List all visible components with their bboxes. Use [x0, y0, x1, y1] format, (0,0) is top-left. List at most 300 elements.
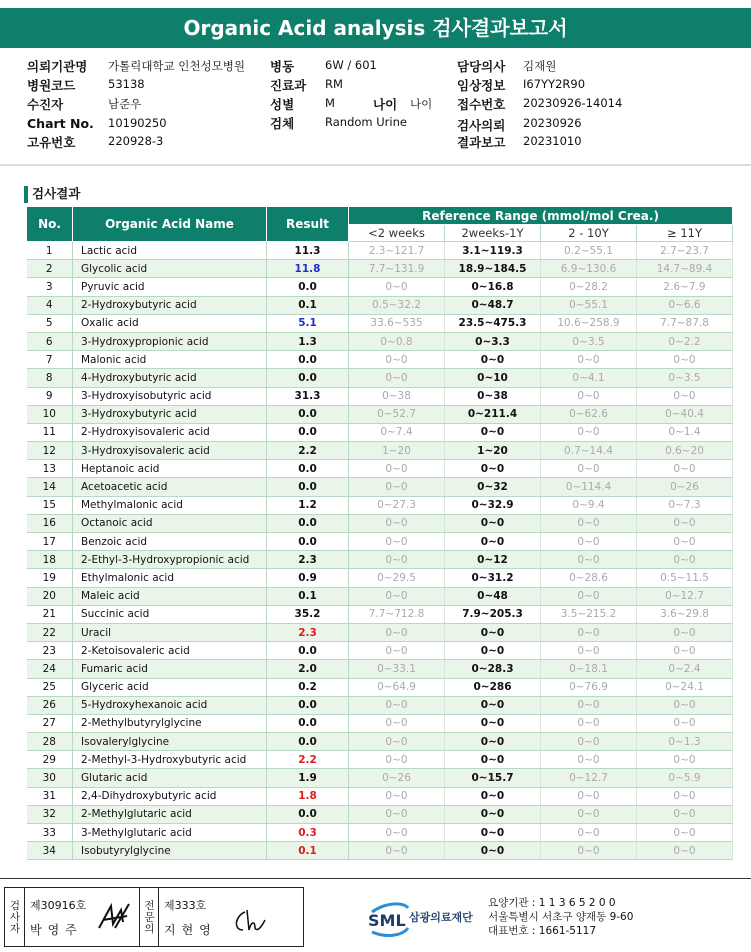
org-address: 서울특별시 서초구 양재동 9-60	[488, 911, 634, 923]
table-row	[27, 514, 733, 532]
reference-range: 0~12	[445, 551, 541, 569]
reference-range: 0~0	[349, 587, 445, 605]
reference-range: 0~0	[445, 460, 541, 478]
reference-range: 0~48	[445, 587, 541, 605]
reference-range: 0~28.2	[541, 278, 637, 296]
acid-name: 3-Hydroxypropionic acid	[73, 332, 267, 350]
reference-range: 0~0	[541, 514, 637, 532]
row-number: 8	[27, 369, 73, 387]
result-value: 0.1	[267, 587, 349, 605]
acid-name: Isovalerylglycine	[73, 733, 267, 751]
reference-range: 0~1.4	[637, 423, 733, 441]
acid-name: Lactic acid	[73, 242, 267, 260]
row-number: 20	[27, 587, 73, 605]
org-phone: 대표번호 : 1661-5117	[488, 925, 597, 937]
examiner-signature-icon	[93, 898, 133, 936]
reference-range: 0~0	[541, 387, 637, 405]
reference-range: 0~2.4	[637, 660, 733, 678]
reference-range: 0~0	[349, 278, 445, 296]
table-row	[27, 442, 733, 460]
result-value: 31.3	[267, 387, 349, 405]
acid-name: Methylmalonic acid	[73, 496, 267, 514]
table-row	[27, 787, 733, 805]
result-value: 0.0	[267, 533, 349, 551]
row-number: 6	[27, 332, 73, 350]
request-date-label: 검사의뢰	[457, 118, 506, 133]
reference-range: 14.7~89.4	[637, 260, 733, 278]
reference-range: 0~3.5	[541, 332, 637, 350]
header-no: No.	[27, 207, 73, 242]
header-divider	[0, 164, 751, 166]
clinical-info-label: 임상정보	[457, 78, 506, 93]
table-row	[27, 842, 733, 860]
reviewer-license-no: 제333호	[164, 899, 207, 912]
result-value: 1.8	[267, 787, 349, 805]
reference-range: 0~64.9	[349, 678, 445, 696]
acid-name: Heptanoic acid	[73, 460, 267, 478]
examiner-license-no: 제30916호	[30, 899, 87, 912]
table-row	[27, 824, 733, 842]
result-value: 0.3	[267, 824, 349, 842]
acid-name: Oxalic acid	[73, 314, 267, 332]
department-value: RM	[325, 77, 343, 91]
row-number: 14	[27, 478, 73, 496]
reference-range: 0~29.5	[349, 569, 445, 587]
result-value: 5.1	[267, 314, 349, 332]
reference-range: 0~5.9	[637, 769, 733, 787]
result-value: 1.9	[267, 769, 349, 787]
reference-range: 0~12.7	[637, 587, 733, 605]
reference-range: 7.7~712.8	[349, 605, 445, 623]
table-row	[27, 460, 733, 478]
unique-no-value: 220928-3	[108, 134, 164, 148]
header-ref-col: 2 - 10Y	[541, 225, 637, 242]
result-value: 11.3	[267, 242, 349, 260]
reference-range: 0~0	[541, 733, 637, 751]
reference-range: 0~18.1	[541, 660, 637, 678]
acid-name: 5-Hydroxyhexanoic acid	[73, 696, 267, 714]
reference-range: 0~0	[349, 696, 445, 714]
examiner-cell	[25, 888, 139, 946]
reference-range: 0~0	[541, 714, 637, 732]
result-value: 0.0	[267, 405, 349, 423]
table-row	[27, 751, 733, 769]
reference-range: 0~27.3	[349, 496, 445, 514]
reference-range: 0~0	[637, 533, 733, 551]
request-date-value: 20230926	[523, 116, 582, 130]
reference-range: 0~38	[349, 387, 445, 405]
reference-range: 0~0	[445, 842, 541, 860]
result-value: 0.0	[267, 351, 349, 369]
signature-box	[4, 887, 304, 947]
row-number: 22	[27, 623, 73, 641]
sex-value: M	[325, 96, 335, 110]
table-row	[27, 605, 733, 623]
row-number: 1	[27, 242, 73, 260]
result-value: 0.0	[267, 714, 349, 732]
reference-range: 6.9~130.6	[541, 260, 637, 278]
table-row	[27, 714, 733, 732]
unique-no-label: 고유번호	[27, 135, 76, 150]
doctor-label: 담당의사	[457, 59, 506, 74]
row-number: 10	[27, 405, 73, 423]
table-row	[27, 623, 733, 641]
result-value: 2.0	[267, 660, 349, 678]
reference-range: 0~28.6	[541, 569, 637, 587]
header-name: Organic Acid Name	[73, 207, 267, 242]
acid-name: 2-Methylglutaric acid	[73, 805, 267, 823]
row-number: 13	[27, 460, 73, 478]
logo-text: SML	[368, 911, 406, 930]
reference-range: 0~38	[445, 387, 541, 405]
reference-range: 0~0	[541, 824, 637, 842]
reference-range: 0~26	[349, 769, 445, 787]
reference-range: 0~6.6	[637, 296, 733, 314]
reference-range: 0~0	[349, 533, 445, 551]
acid-name: Fumaric acid	[73, 660, 267, 678]
reference-range: 0~16.8	[445, 278, 541, 296]
reference-range: 7.7~131.9	[349, 260, 445, 278]
acid-name: 2-Ethyl-3-Hydroxypropionic acid	[73, 551, 267, 569]
reference-range: 0~10	[445, 369, 541, 387]
reference-range: 0~0	[349, 369, 445, 387]
section-title	[24, 184, 80, 204]
reference-range: 0~12.7	[541, 769, 637, 787]
acid-name: 2-Methylbutyrylglycine	[73, 714, 267, 732]
result-value: 2.2	[267, 751, 349, 769]
row-number: 17	[27, 533, 73, 551]
reference-range: 0.5~11.5	[637, 569, 733, 587]
reviewer-cell	[159, 888, 303, 946]
result-value: 2.2	[267, 442, 349, 460]
reference-range: 7.9~205.3	[445, 605, 541, 623]
reference-range: 0~0	[541, 551, 637, 569]
reference-range: 0~4.1	[541, 369, 637, 387]
reference-range: 33.6~535	[349, 314, 445, 332]
row-number: 12	[27, 442, 73, 460]
table-row	[27, 642, 733, 660]
reference-range: 0~0	[349, 460, 445, 478]
row-number: 2	[27, 260, 73, 278]
acid-name: Octanoic acid	[73, 514, 267, 532]
reference-range: 0~0	[541, 642, 637, 660]
reference-range: 23.5~475.3	[445, 314, 541, 332]
reference-range: 0~28.3	[445, 660, 541, 678]
result-value: 0.1	[267, 296, 349, 314]
reference-range: 0~32.9	[445, 496, 541, 514]
reference-range: 0~7.3	[637, 496, 733, 514]
reference-range: 0~0	[445, 733, 541, 751]
reference-range: 0~0	[541, 423, 637, 441]
header-ref-col: 2weeks-1Y	[445, 225, 541, 242]
reference-range: 0~0	[541, 805, 637, 823]
result-value: 0.0	[267, 460, 349, 478]
table-row	[27, 696, 733, 714]
table-row	[27, 678, 733, 696]
report-date-label: 결과보고	[457, 135, 506, 150]
examiner-name: 박영주	[30, 923, 83, 937]
reference-range: 0~0	[541, 533, 637, 551]
reference-range: 0~0	[637, 714, 733, 732]
table-row	[27, 332, 733, 350]
reference-range: 0~0	[541, 842, 637, 860]
acid-name: Isobutyrylglycine	[73, 842, 267, 860]
reference-range: 0~24.1	[637, 678, 733, 696]
organization-info	[488, 896, 633, 938]
table-row	[27, 587, 733, 605]
row-number: 16	[27, 514, 73, 532]
reference-range: 0~0	[445, 824, 541, 842]
row-number: 21	[27, 605, 73, 623]
acid-name: 3-Hydroxyisobutyric acid	[73, 387, 267, 405]
result-value: 0.9	[267, 569, 349, 587]
reference-range: 18.9~184.5	[445, 260, 541, 278]
org-code: 요양기관 : 1 1 3 6 5 2 0 0	[488, 897, 616, 909]
examinee-value: 남준우	[108, 97, 142, 111]
reference-range: 0~0	[637, 514, 733, 532]
result-value: 0.0	[267, 805, 349, 823]
table-row	[27, 405, 733, 423]
result-value: 2.3	[267, 623, 349, 641]
result-value: 11.8	[267, 260, 349, 278]
table-row	[27, 314, 733, 332]
reference-range: 0~3.5	[637, 369, 733, 387]
row-number: 33	[27, 824, 73, 842]
reference-range: 0~33.1	[349, 660, 445, 678]
row-number: 5	[27, 314, 73, 332]
header-result: Result	[267, 207, 349, 242]
reference-range: 0~0	[637, 751, 733, 769]
reference-range: 0~0	[637, 787, 733, 805]
row-number: 4	[27, 296, 73, 314]
specimen-value: Random Urine	[325, 115, 407, 129]
acid-name: Maleic acid	[73, 587, 267, 605]
acid-name: Ethylmalonic acid	[73, 569, 267, 587]
institution-label: 의뢰기관명	[27, 59, 88, 74]
acid-name: Glutaric acid	[73, 769, 267, 787]
result-value: 0.0	[267, 369, 349, 387]
reference-range: 0~0	[445, 714, 541, 732]
table-row	[27, 423, 733, 441]
reference-range: 0~0	[349, 733, 445, 751]
reference-range: 2.6~7.9	[637, 278, 733, 296]
row-number: 25	[27, 678, 73, 696]
department-label: 진료과	[270, 78, 307, 93]
reference-range: 0~1.3	[637, 733, 733, 751]
reference-range: 0~0	[541, 623, 637, 641]
table-row	[27, 660, 733, 678]
reference-range: 0.7~14.4	[541, 442, 637, 460]
result-value: 0.2	[267, 678, 349, 696]
reference-range: 0~0	[349, 824, 445, 842]
reference-range: 0~0	[445, 805, 541, 823]
row-number: 7	[27, 351, 73, 369]
reference-range: 0~52.7	[349, 405, 445, 423]
row-number: 26	[27, 696, 73, 714]
acid-name: 3-Hydroxyisovaleric acid	[73, 442, 267, 460]
reference-range: 0~0	[445, 751, 541, 769]
reference-range: 0.6~20	[637, 442, 733, 460]
reviewer-signature-icon	[229, 906, 269, 936]
reference-range: 0~0	[445, 642, 541, 660]
reference-range: 0.2~55.1	[541, 242, 637, 260]
reference-range: 0~0	[445, 514, 541, 532]
reference-range: 0~31.2	[445, 569, 541, 587]
ward-value: 6W / 601	[325, 58, 377, 72]
reviewer-name: 지현영	[164, 923, 217, 937]
reference-range: 0~0	[349, 551, 445, 569]
reference-range: 0~0	[445, 351, 541, 369]
result-value: 0.0	[267, 423, 349, 441]
institution-value: 가톨릭대학교 인천성모병원	[108, 59, 245, 73]
examiner-label: 검사자	[5, 888, 25, 946]
reference-range: 1~20	[445, 442, 541, 460]
table-row	[27, 387, 733, 405]
reference-range: 0~0	[349, 642, 445, 660]
result-value: 35.2	[267, 605, 349, 623]
section-title-text: 검사결과	[32, 186, 81, 201]
row-number: 18	[27, 551, 73, 569]
acid-name: Acetoacetic acid	[73, 478, 267, 496]
table-row	[27, 569, 733, 587]
reference-range: 0~0	[637, 551, 733, 569]
reference-range: 0~0	[637, 351, 733, 369]
reference-range: 0~3.3	[445, 332, 541, 350]
reference-range: 0~0	[541, 460, 637, 478]
reference-range: 0~0	[637, 842, 733, 860]
reviewer-label: 전문의	[139, 888, 159, 946]
reference-range: 10.6~258.9	[541, 314, 637, 332]
acid-name: 2-Ketoisovaleric acid	[73, 642, 267, 660]
sex-label: 성별	[270, 97, 295, 112]
reference-range: 0~55.1	[541, 296, 637, 314]
reference-range: 3.5~215.2	[541, 605, 637, 623]
reference-range: 0~0	[637, 696, 733, 714]
acid-name: 2-Hydroxyisovaleric acid	[73, 423, 267, 441]
row-number: 11	[27, 423, 73, 441]
reference-range: 2.3~121.7	[349, 242, 445, 260]
reference-range: 7.7~87.8	[637, 314, 733, 332]
acid-name: 2-Methyl-3-Hydroxybutyric acid	[73, 751, 267, 769]
acid-name: 2-Hydroxybutyric acid	[73, 296, 267, 314]
header-ref-col: <2 weeks	[349, 225, 445, 242]
reference-range: 0~0	[541, 751, 637, 769]
reference-range: 0~15.7	[445, 769, 541, 787]
result-value: 0.0	[267, 278, 349, 296]
doctor-value: 김재원	[523, 59, 557, 73]
result-value: 0.1	[267, 842, 349, 860]
row-number: 34	[27, 842, 73, 860]
age-value: 나이	[410, 97, 433, 111]
reference-range: 0~2.2	[637, 332, 733, 350]
reference-range: 0~211.4	[445, 405, 541, 423]
table-row	[27, 296, 733, 314]
reference-range: 2.7~23.7	[637, 242, 733, 260]
table-row	[27, 805, 733, 823]
reference-range: 3.6~29.8	[637, 605, 733, 623]
reference-range: 0~0	[349, 478, 445, 496]
reference-range: 0~76.9	[541, 678, 637, 696]
table-row	[27, 260, 733, 278]
reference-range: 0~0	[541, 351, 637, 369]
age-label: 나이	[373, 97, 398, 112]
acid-name: Glycolic acid	[73, 260, 267, 278]
reference-range: 0~0	[637, 805, 733, 823]
receipt-no-value: 20230926-14014	[523, 96, 623, 110]
row-number: 29	[27, 751, 73, 769]
reference-range: 0~0	[445, 696, 541, 714]
chart-no-label: Chart No.	[27, 116, 94, 131]
reference-range: 0~0	[349, 805, 445, 823]
table-row	[27, 551, 733, 569]
acid-name: Pyruvic acid	[73, 278, 267, 296]
table-row	[27, 369, 733, 387]
header-reference: Reference Range (mmol/mol Crea.)	[349, 207, 733, 225]
row-number: 9	[27, 387, 73, 405]
result-value: 0.0	[267, 733, 349, 751]
row-number: 32	[27, 805, 73, 823]
reference-range: 0~0.8	[349, 332, 445, 350]
reference-range: 0~0	[637, 460, 733, 478]
table-row	[27, 242, 733, 260]
reference-range: 0~0	[349, 351, 445, 369]
reference-range: 0~0	[349, 842, 445, 860]
row-number: 27	[27, 714, 73, 732]
reference-range: 0~0	[637, 642, 733, 660]
reference-range: 3.1~119.3	[445, 242, 541, 260]
reference-range: 0~7.4	[349, 423, 445, 441]
report-title: Organic Acid analysis 검사결과보고서	[183, 16, 568, 40]
reference-range: 0~48.7	[445, 296, 541, 314]
acid-name: Glyceric acid	[73, 678, 267, 696]
reference-range: 0~0	[445, 623, 541, 641]
reference-range: 0~0	[541, 587, 637, 605]
table-row	[27, 533, 733, 551]
result-value: 0.0	[267, 478, 349, 496]
result-value: 0.0	[267, 514, 349, 532]
acid-name: 4-Hydroxybutyric acid	[73, 369, 267, 387]
acid-name: 3-Methylglutaric acid	[73, 824, 267, 842]
table-row	[27, 733, 733, 751]
reference-range: 0~0	[637, 623, 733, 641]
table-row	[27, 478, 733, 496]
reference-range: 1~20	[349, 442, 445, 460]
acid-name: Uracil	[73, 623, 267, 641]
reference-range: 0~9.4	[541, 496, 637, 514]
hospital-code-value: 53138	[108, 77, 145, 91]
reference-range: 0~40.4	[637, 405, 733, 423]
result-value: 1.2	[267, 496, 349, 514]
result-value: 2.3	[267, 551, 349, 569]
ward-label: 병동	[270, 59, 295, 74]
row-number: 24	[27, 660, 73, 678]
table-row	[27, 351, 733, 369]
reference-range: 0~0	[541, 787, 637, 805]
reference-range: 0.5~32.2	[349, 296, 445, 314]
report-title-bar	[0, 8, 751, 48]
reference-range: 0~62.6	[541, 405, 637, 423]
results-table	[26, 206, 733, 860]
reference-range: 0~32	[445, 478, 541, 496]
acid-name: 3-Hydroxybutyric acid	[73, 405, 267, 423]
acid-name: Malonic acid	[73, 351, 267, 369]
acid-name: 2,4-Dihydroxybutyric acid	[73, 787, 267, 805]
reference-range: 0~0	[349, 514, 445, 532]
row-number: 28	[27, 733, 73, 751]
reference-range: 0~26	[637, 478, 733, 496]
reference-range: 0~0	[349, 751, 445, 769]
reference-range: 0~0	[349, 623, 445, 641]
